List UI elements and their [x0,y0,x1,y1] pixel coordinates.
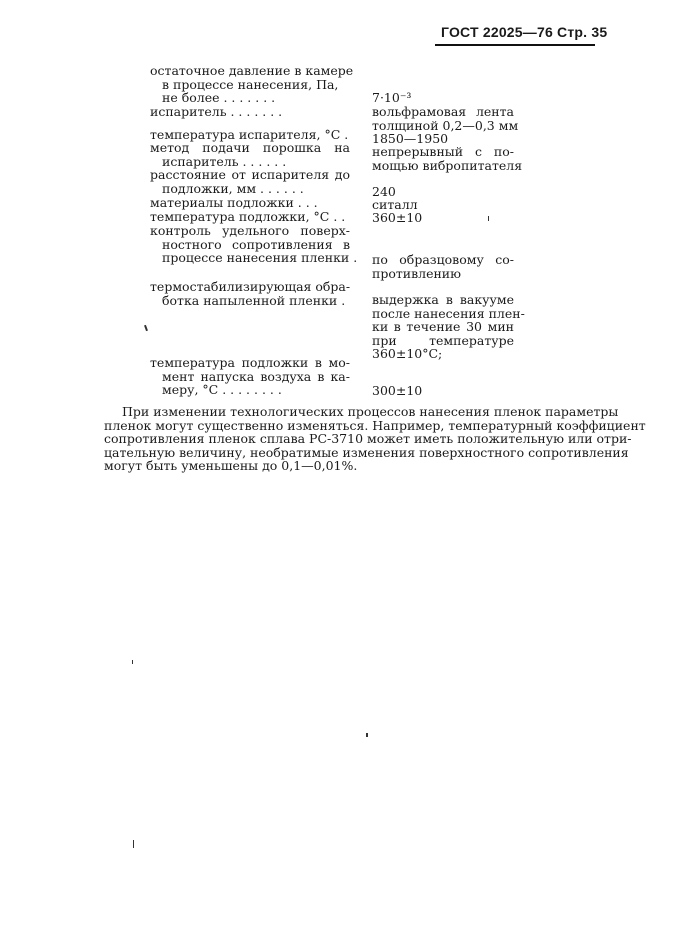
param-label-substrate-temp [150,210,350,224]
scan-speck [488,216,489,221]
text-line: 300±10 [372,383,423,398]
param-label-air-inlet-temp [150,356,350,397]
page-header [435,22,608,46]
text-line: пленок могут существенно изменяться. Например, температурный коэффициент [104,417,646,433]
header-text: ГОСТ 22025—76 Стр. 35 [441,24,608,40]
text-line: при температуре [372,332,514,348]
param-label-resistance-control [150,223,358,266]
text-line: термостабилизирующая обра- [150,279,351,294]
text-line: 360±10 [372,210,423,225]
text-line: вольфрамовая лента [372,104,514,119]
text-line: испаритель . . . . . . [162,153,287,169]
text-line: в процессе нанесения, Па, [162,76,339,92]
text-line: 240 [372,184,396,199]
text-line: испаритель . . . . . . . [150,104,283,119]
text-line: цательную величину, необратимые изменения поверхностного сопротивления [104,444,629,460]
text-line: могут быть уменьшены до 0,1—0,01%. [104,458,358,474]
text-line: сопротивления пленок сплава РС-3710 может иметь положительную или отри- [104,431,632,447]
text-line: температура испарителя, °С . [150,127,349,142]
text-line: ки в течение 30 мин [372,319,514,335]
text-line: контроль удельного поверх- [150,223,350,238]
text-line: мент напуска воздуха в ка- [162,368,350,384]
param-value-feed-method [372,144,523,173]
text-line: температура подложки, °С . . [150,209,346,224]
param-value-pressure [372,91,514,105]
param-value-evaporator [372,104,519,133]
text-line: выдержка в вакууме [372,292,514,307]
text-line: материалы подложки . . . [150,195,318,210]
text-line: расстояние от испарителя до [150,167,350,182]
text-line: мощью вибропитателя [372,157,523,173]
text-line: 360±10°С; [372,346,443,362]
scan-speck [144,325,148,331]
scan-speck [132,660,133,664]
text-line: температура подложки в мо- [150,355,350,370]
text-line: противлению [372,265,462,281]
text-line: не более . . . . . . . [162,90,276,106]
text-line: метод подачи порошка на [150,140,350,155]
text-line: подложки, мм . . . . . . [162,180,304,196]
body-paragraph [104,404,646,474]
scan-speck [133,840,134,848]
text-line: ностного сопротивления в [162,236,350,252]
param-label-substrate-material [150,196,350,210]
param-value-thermostabilization [372,292,525,362]
text-line: толщиной 0,2—0,3 мм [372,117,519,133]
text-line: 7·10⁻³ [372,90,412,105]
param-label-distance [150,168,350,195]
text-line: 1850—1950 [372,131,449,146]
text-line: ботка напыленной пленки . [162,292,346,308]
text-line: При изменении технологических процессов нанесения пленок параметры [122,404,619,419]
param-label-evaporator [150,105,350,119]
param-label-pressure [150,63,354,106]
text-line: после нанесения плен- [372,305,525,321]
scan-speck [366,733,368,737]
text-line: остаточное давление в камере [150,63,354,78]
text-line: процессе нанесения пленки . [162,250,358,266]
param-value-air-inlet-temp [372,384,514,398]
text-line: ситалл [372,197,418,212]
param-label-thermostabilization [150,280,350,307]
text-line: по образцовому со- [372,252,514,267]
param-label-feed-method [150,141,350,168]
text-line: непрерывный с по- [372,144,514,159]
param-value-resistance-control [372,253,514,280]
text-line: меру, °С . . . . . . . . [162,382,282,398]
param-value-substrate-temp [372,211,514,225]
